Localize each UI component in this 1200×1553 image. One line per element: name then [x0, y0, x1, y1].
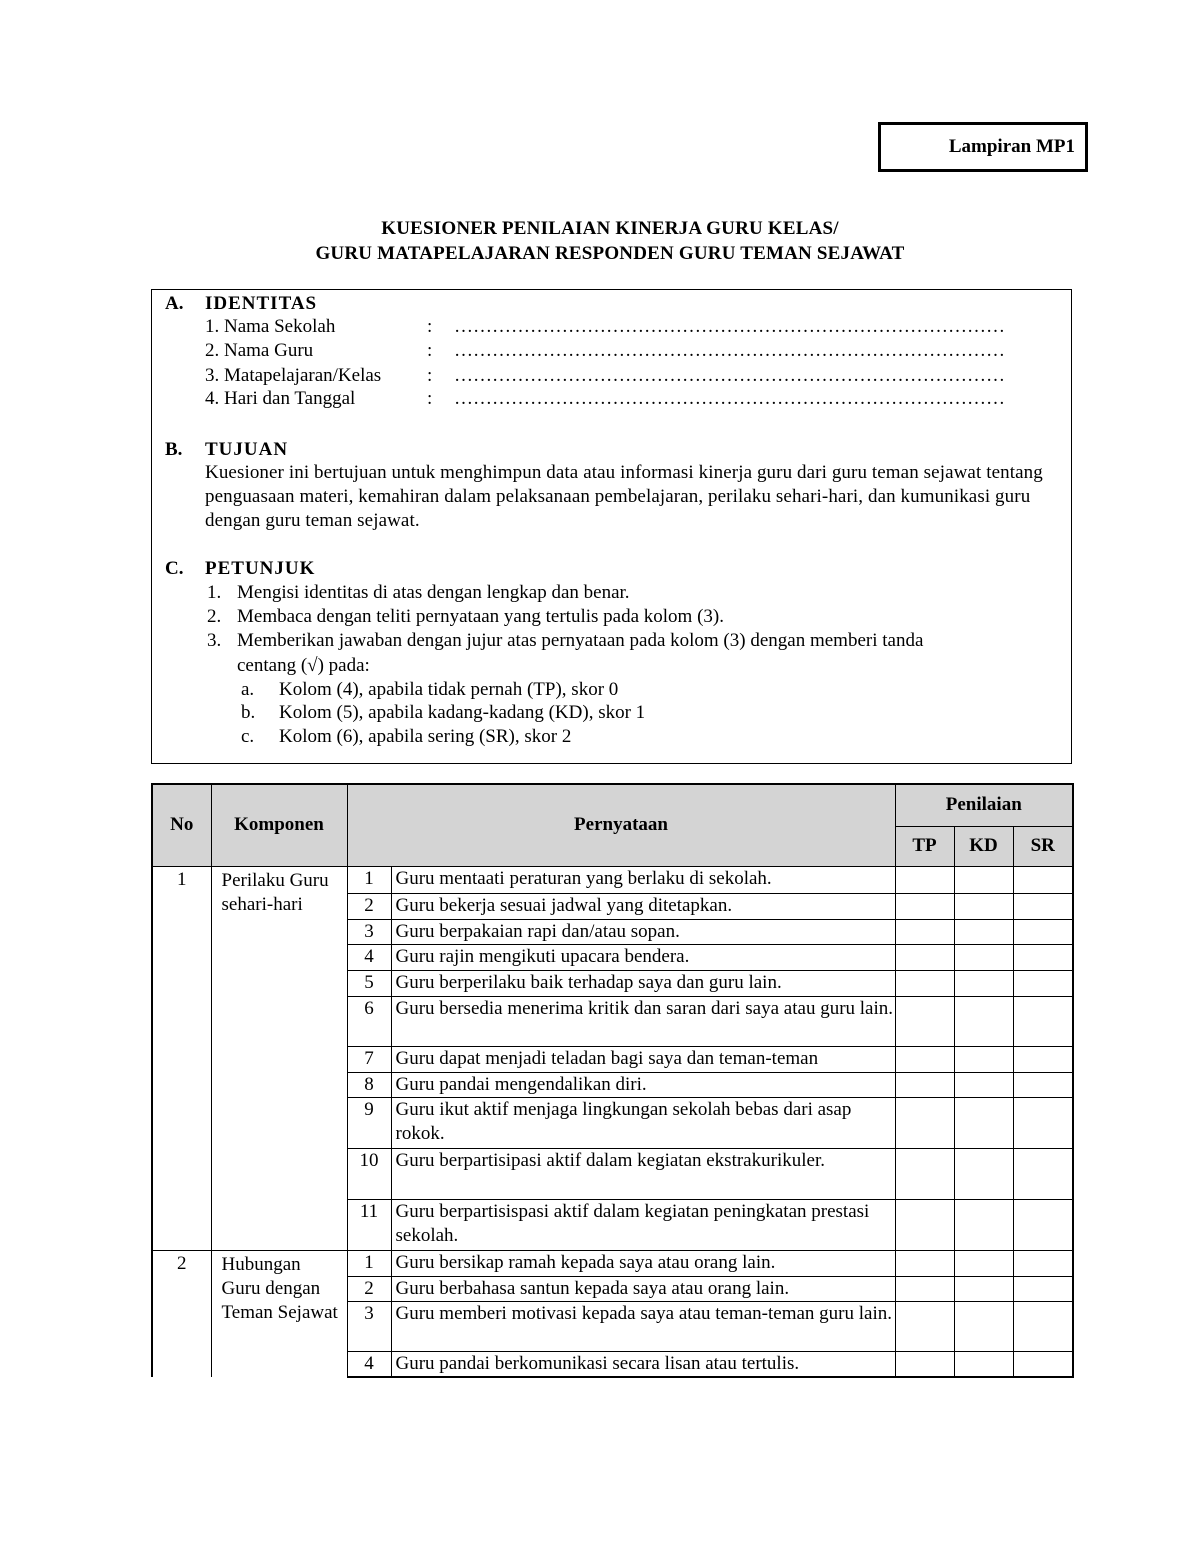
header-komponen: Komponen [211, 784, 347, 866]
page-title-line-2: GURU MATAPELAJARAN RESPONDEN GURU TEMAN SEJAWAT [315, 243, 905, 264]
score-cell-kd[interactable] [954, 1072, 1013, 1097]
section-c-letter: C. [165, 558, 184, 579]
score-cell-sr[interactable] [1013, 1046, 1073, 1072]
section-a-title: IDENTITAS [205, 293, 318, 314]
statement-number: 9 [347, 1097, 391, 1148]
instruction-text: Memberikan jawaban dengan jujur atas pernyataan pada kolom (3) dengan memberi tanda [237, 630, 924, 651]
component-name: Hubungan Guru dengan Teman Sejawat [211, 1250, 347, 1377]
instruction-number: 1. [207, 582, 222, 603]
statement-number: 1 [347, 866, 391, 893]
score-cell-kd[interactable] [954, 1276, 1013, 1301]
score-cell-kd[interactable] [954, 1046, 1013, 1072]
statement-text: Guru berperilaku baik terhadap saya dan guru lain. [391, 970, 895, 996]
score-cell-sr[interactable] [1013, 866, 1073, 893]
score-cell-kd[interactable] [954, 866, 1013, 893]
sub-instruction-letter: b. [241, 702, 256, 723]
score-cell-kd[interactable] [954, 1199, 1013, 1250]
score-cell-kd[interactable] [954, 1148, 1013, 1199]
score-cell-sr[interactable] [1013, 1097, 1073, 1148]
statement-number: 4 [347, 944, 391, 970]
score-cell-tp[interactable] [895, 1250, 954, 1276]
field-label-nama-sekolah: 1. Nama Sekolah [205, 316, 336, 337]
instruction-text-continued: centang (√) pada: [237, 655, 370, 676]
score-cell-sr[interactable] [1013, 944, 1073, 970]
score-cell-tp[interactable] [895, 1276, 954, 1301]
score-cell-kd[interactable] [954, 919, 1013, 944]
score-cell-sr[interactable] [1013, 893, 1073, 919]
header-kd: KD [954, 826, 1013, 866]
instruction-number: 2. [207, 606, 222, 627]
statement-number: 11 [347, 1199, 391, 1250]
statement-text: Guru pandai berkomunikasi secara lisan atau tertulis. [391, 1351, 895, 1377]
field-fill-nama-guru[interactable]: …………………………………………………………………………… [454, 340, 1005, 361]
lampiran-label: Lampiran MP1 [878, 122, 1088, 172]
table-row [152, 866, 1073, 893]
statement-text: Guru pandai mengendalikan diri. [391, 1072, 895, 1097]
table-row [152, 1250, 1073, 1276]
statement-text: Guru berpartisipasi aktif dalam kegiatan ekstrakurikuler. [391, 1148, 895, 1199]
score-cell-kd[interactable] [954, 1097, 1013, 1148]
header-tp: TP [895, 826, 954, 866]
field-colon: : [427, 388, 433, 409]
score-cell-tp[interactable] [895, 1301, 954, 1351]
statement-number: 7 [347, 1046, 391, 1072]
questionnaire-table [151, 783, 1074, 1378]
score-cell-tp[interactable] [895, 866, 954, 893]
statement-number: 3 [347, 919, 391, 944]
statement-text: Guru bekerja sesuai jadwal yang ditetapkan. [391, 893, 895, 919]
statement-text: Guru bersedia menerima kritik dan saran dari saya atau guru lain. [391, 996, 895, 1046]
score-cell-tp[interactable] [895, 1199, 954, 1250]
header-penilaian: Penilaian [895, 784, 1073, 826]
section-c-title: PETUNJUK [205, 558, 316, 579]
component-number: 1 [152, 866, 211, 1250]
field-fill-hari-tanggal[interactable]: …………………………………………………………………………… [454, 388, 1005, 409]
statement-text: Guru berbahasa santun kepada saya atau orang lain. [391, 1276, 895, 1301]
statement-text: Guru dapat menjadi teladan bagi saya dan teman-teman [391, 1046, 895, 1072]
score-cell-sr[interactable] [1013, 1250, 1073, 1276]
statement-number: 2 [347, 1276, 391, 1301]
statement-number: 8 [347, 1072, 391, 1097]
statement-text: Guru ikut aktif menjaga lingkungan sekolah bebas dari asap rokok. [391, 1097, 895, 1148]
score-cell-tp[interactable] [895, 944, 954, 970]
statement-number: 2 [347, 893, 391, 919]
header-sr: SR [1013, 826, 1073, 866]
statement-text: Guru berpartisispasi aktif dalam kegiatan peningkatan prestasi sekolah. [391, 1199, 895, 1250]
section-a-letter: A. [165, 293, 184, 314]
score-cell-kd[interactable] [954, 996, 1013, 1046]
info-box [151, 289, 1072, 764]
sub-instruction-text: Kolom (6), apabila sering (SR), skor 2 [279, 726, 572, 747]
score-cell-kd[interactable] [954, 1301, 1013, 1351]
score-cell-sr[interactable] [1013, 970, 1073, 996]
score-cell-tp[interactable] [895, 1097, 954, 1148]
score-cell-tp[interactable] [895, 1148, 954, 1199]
section-b-text: Kuesioner ini bertujuan untuk menghimpun data atau informasi kinerja guru dari guru teman sejawat tentang penguasaan materi, kemahiran dalam pelaksanaan pembelajaran, perilaku sehari-hari, dan kumunikasi guru dengan guru teman sejawat. [205, 462, 1043, 531]
statement-text: Guru memberi motivasi kepada saya atau teman-teman guru lain. [391, 1301, 895, 1351]
score-cell-tp[interactable] [895, 919, 954, 944]
score-cell-kd[interactable] [954, 944, 1013, 970]
field-colon: : [427, 340, 433, 361]
section-b-title: TUJUAN [205, 439, 289, 460]
instruction-number: 3. [207, 630, 222, 651]
field-fill-nama-sekolah[interactable]: …………………………………………………………………………… [454, 316, 1005, 337]
component-name: Perilaku Guru sehari-hari [211, 866, 347, 1250]
section-b-letter: B. [165, 439, 183, 460]
score-cell-sr[interactable] [1013, 1199, 1073, 1250]
component-number: 2 [152, 1250, 211, 1377]
statement-number: 4 [347, 1351, 391, 1377]
score-cell-tp[interactable] [895, 970, 954, 996]
sub-instruction-text: Kolom (4), apabila tidak pernah (TP), skor 0 [279, 679, 619, 700]
statement-text: Guru rajin mengikuti upacara bendera. [391, 944, 895, 970]
score-cell-sr[interactable] [1013, 1148, 1073, 1199]
score-cell-tp[interactable] [895, 996, 954, 1046]
instruction-text: Membaca dengan teliti pernyataan yang tertulis pada kolom (3). [237, 606, 724, 627]
score-cell-sr[interactable] [1013, 1276, 1073, 1301]
score-cell-tp[interactable] [895, 1046, 954, 1072]
sub-instruction-letter: c. [241, 726, 255, 747]
header-pernyataan: Pernyataan [347, 784, 895, 866]
field-colon: : [427, 316, 433, 337]
score-cell-tp[interactable] [895, 1072, 954, 1097]
score-cell-kd[interactable] [954, 893, 1013, 919]
field-colon: : [427, 365, 433, 386]
statement-number: 3 [347, 1301, 391, 1351]
statement-number: 1 [347, 1250, 391, 1276]
score-cell-kd[interactable] [954, 970, 1013, 996]
score-cell-kd[interactable] [954, 1351, 1013, 1377]
instruction-text: Mengisi identitas di atas dengan lengkap dan benar. [237, 582, 630, 603]
score-cell-sr[interactable] [1013, 1072, 1073, 1097]
score-cell-kd[interactable] [954, 1250, 1013, 1276]
field-fill-matapelajaran[interactable]: …………………………………………………………………………… [454, 365, 1005, 386]
field-label-hari-tanggal: 4. Hari dan Tanggal [205, 388, 356, 409]
statement-text: Guru berpakaian rapi dan/atau sopan. [391, 919, 895, 944]
score-cell-sr[interactable] [1013, 1301, 1073, 1351]
statement-text: Guru bersikap ramah kepada saya atau orang lain. [391, 1250, 895, 1276]
statement-number: 6 [347, 996, 391, 1046]
sub-instruction-letter: a. [241, 679, 255, 700]
score-cell-sr[interactable] [1013, 1351, 1073, 1377]
statement-text: Guru mentaati peraturan yang berlaku di sekolah. [391, 866, 895, 893]
header-no: No [152, 784, 211, 866]
field-label-nama-guru: 2. Nama Guru [205, 340, 314, 361]
statement-number: 10 [347, 1148, 391, 1199]
sub-instruction-text: Kolom (5), apabila kadang-kadang (KD), skor 1 [279, 702, 646, 723]
field-label-matapelajaran: 3. Matapelajaran/Kelas [205, 365, 382, 386]
score-cell-sr[interactable] [1013, 919, 1073, 944]
statement-number: 5 [347, 970, 391, 996]
score-cell-sr[interactable] [1013, 996, 1073, 1046]
score-cell-tp[interactable] [895, 1351, 954, 1377]
page-title-line-1: KUESIONER PENILAIAN KINERJA GURU KELAS/ [381, 218, 839, 239]
score-cell-tp[interactable] [895, 893, 954, 919]
